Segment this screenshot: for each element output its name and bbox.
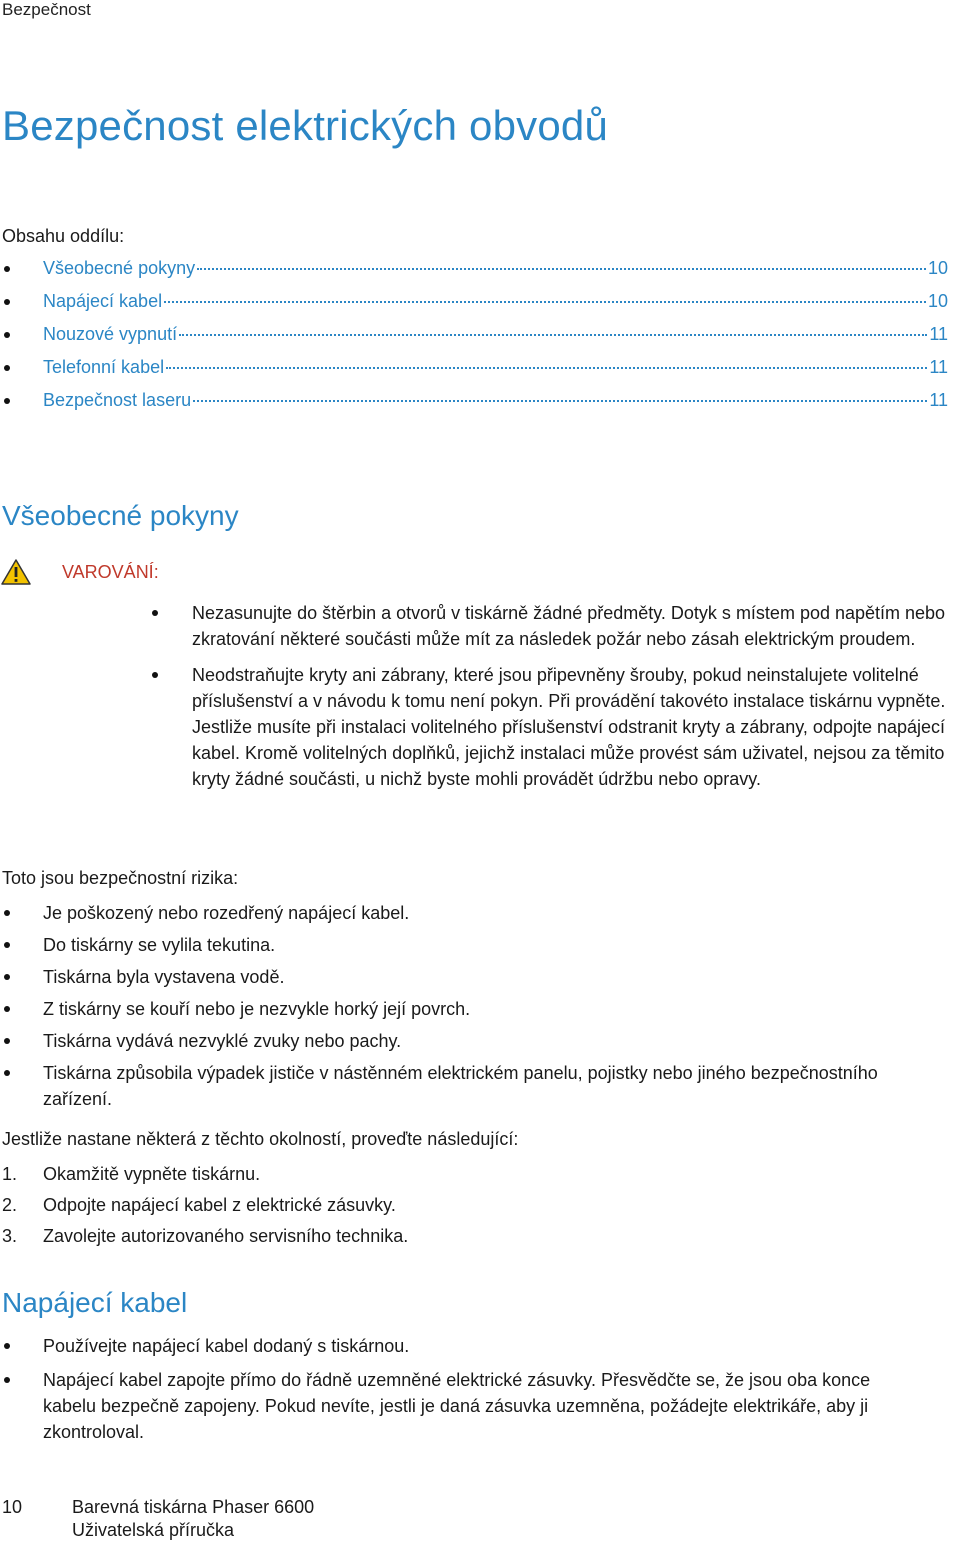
toc-dot-leader — [197, 268, 926, 270]
warning-list — [148, 600, 958, 802]
toc-page-number[interactable]: 11 — [929, 390, 948, 410]
step-item — [0, 1192, 700, 1223]
toc-item[interactable] — [0, 388, 948, 421]
table-of-contents — [0, 256, 948, 421]
steps-intro: Jestliže nastane některá z těchto okolností, proveďte následující: — [2, 1129, 519, 1149]
power-cord-list — [0, 1333, 920, 1453]
step-item — [0, 1223, 700, 1254]
list-item: Do tiskárny se vylila tekutina. — [0, 932, 900, 958]
footer-page-number: 10 — [2, 1497, 23, 1517]
step-number: 3. — [2, 1226, 18, 1246]
toc-dot-leader — [166, 367, 927, 369]
list-item: Z tiskárny se kouří nebo je nezvykle horký její povrch. — [0, 996, 900, 1022]
toc-page-number[interactable]: 11 — [929, 324, 948, 344]
step-text: Odpojte napájecí kabel z elektrické zásuvky. — [43, 1195, 396, 1215]
toc-link[interactable]: Nouzové vypnutí — [43, 324, 178, 344]
toc-dot-leader — [164, 301, 926, 303]
toc-link[interactable]: Bezpečnost laseru — [43, 390, 192, 410]
step-number: 1. — [2, 1164, 18, 1184]
list-item: Tiskárna vydává nezvyklé zvuky nebo pachy. — [0, 1028, 900, 1054]
footer-guide: Uživatelská příručka — [72, 1520, 235, 1540]
step-item — [0, 1161, 700, 1192]
toc-item[interactable] — [0, 322, 948, 355]
toc-item[interactable] — [0, 256, 948, 289]
page-title: Bezpečnost elektrických obvodů — [2, 102, 608, 149]
list-item: Neodstraňujte kryty ani zábrany, které jsou připevněny šrouby, pokud neinstalujete volitelné příslušenství a v návodu k tomu není pokyn. Při provádění takovéto instalace tiskárnu vypněte. Jestliže musíte při instalaci volitelného příslušenství odstranit kryty a zábrany, odpojte napájecí kabel. Kromě volitelných doplňků, jejichž instalaci může provést sám uživatel, nejsou za těmito kryty žádné součásti, u nichž byste mohli provádět údržbu nebo opravy. — [148, 662, 958, 792]
step-text: Zavolejte autorizovaného servisního technika. — [43, 1226, 409, 1246]
running-header: Bezpečnost — [2, 0, 91, 19]
list-item: Tiskárna byla vystavena vodě. — [0, 964, 900, 990]
step-text: Okamžitě vypněte tiskárnu. — [43, 1164, 261, 1184]
toc-link[interactable]: Napájecí kabel — [43, 291, 163, 311]
toc-item[interactable] — [0, 355, 948, 388]
risks-intro: Toto jsou bezpečnostní rizika: — [2, 868, 239, 888]
list-item: Napájecí kabel zapojte přímo do řádně uzemněné elektrické zásuvky. Přesvědčte se, že jsou oba konce kabelu bezpečně zapojeny. Pokud nevíte, jestli je daná zásuvka uzemněna, požádejte elektrikáře, aby ji zkontroloval. — [0, 1367, 920, 1445]
toc-dot-leader — [193, 400, 927, 402]
steps-list — [0, 1161, 700, 1254]
warning-label: VAROVÁNÍ: — [62, 562, 159, 582]
list-item: Tiskárna způsobila výpadek jističe v nástěnném elektrickém panelu, pojistky nebo jiného bezpečnostního zařízení. — [0, 1060, 900, 1112]
toc-page-number[interactable]: 11 — [929, 357, 948, 377]
toc-heading: Obsahu oddílu: — [2, 226, 125, 246]
section-heading-general: Všeobecné pokyny — [2, 500, 239, 531]
toc-item[interactable] — [0, 289, 948, 322]
footer-product: Barevná tiskárna Phaser 6600 — [72, 1497, 315, 1517]
toc-page-number[interactable]: 10 — [927, 258, 948, 278]
list-item: Nezasunujte do štěrbin a otvorů v tiskárně žádné předměty. Dotyk s místem pod napětím nebo zkratování některé součásti může mít za následek požár nebo zásah elektrickým proudem. — [148, 600, 958, 652]
risk-list — [0, 900, 900, 1118]
toc-link[interactable]: Telefonní kabel — [43, 357, 165, 377]
list-item: Je poškozený nebo rozedřený napájecí kabel. — [0, 900, 900, 926]
section-heading-power-cord: Napájecí kabel — [2, 1287, 188, 1318]
step-number: 2. — [2, 1195, 18, 1215]
toc-dot-leader — [179, 334, 927, 336]
toc-page-number[interactable]: 10 — [927, 291, 948, 311]
toc-link[interactable]: Všeobecné pokyny — [43, 258, 196, 278]
warning-triangle-icon — [0, 558, 32, 586]
list-item: Používejte napájecí kabel dodaný s tiskárnou. — [0, 1333, 920, 1359]
